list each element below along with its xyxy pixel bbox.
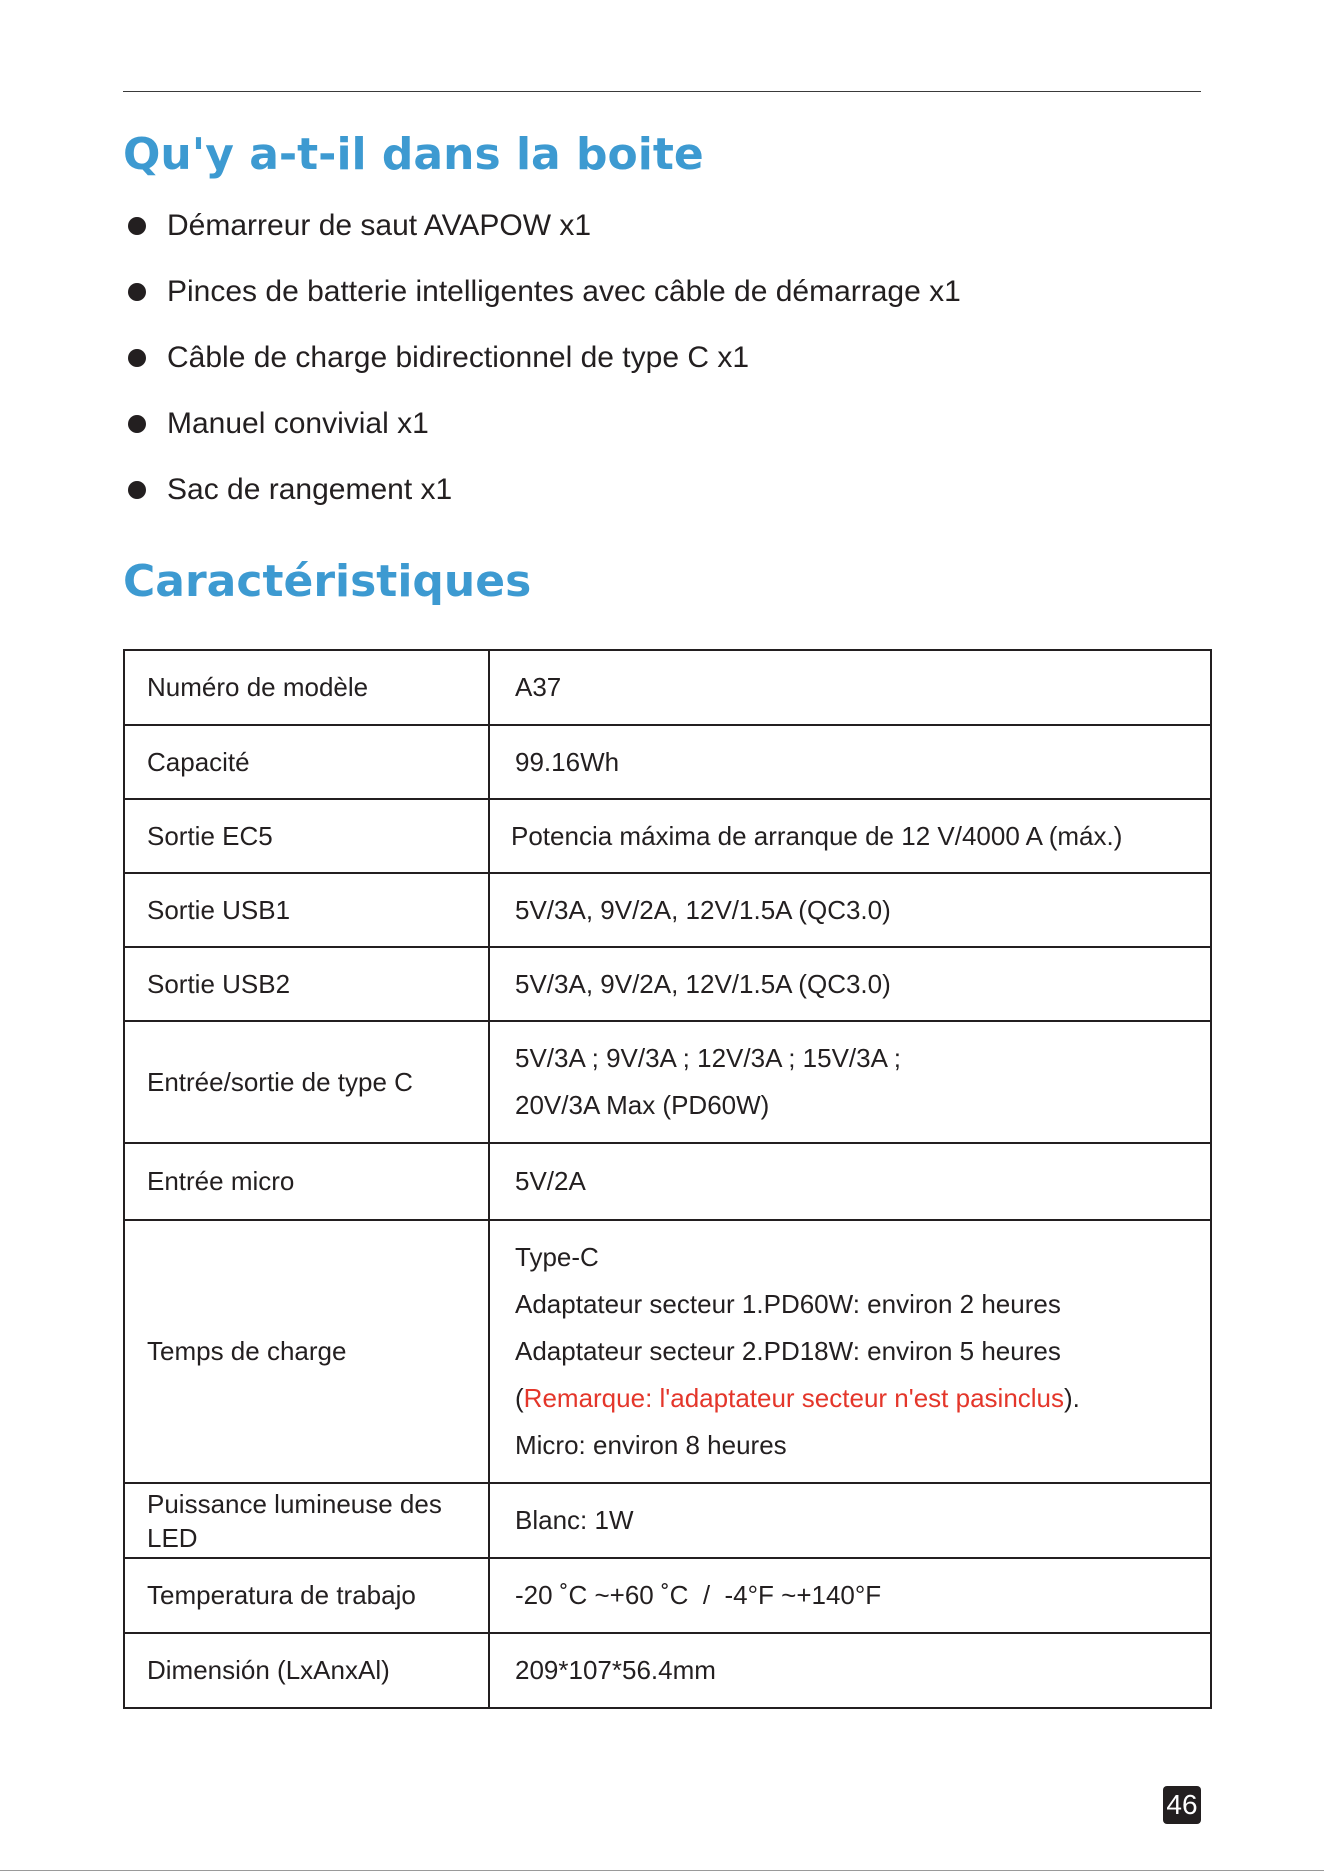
table-row bbox=[124, 873, 1211, 947]
note-close-paren: ). bbox=[1064, 1383, 1080, 1413]
bullet-icon bbox=[128, 415, 146, 433]
spec-value: Potencia máxima de arranque de 12 V/4000 A (máx.) bbox=[489, 799, 1211, 873]
spec-value-line: Adaptateur secteur 1.PD60W: environ 2 heures bbox=[515, 1289, 1061, 1319]
list-item bbox=[128, 268, 961, 334]
box-contents-heading: Qu'y a-t-il dans la boite bbox=[123, 129, 704, 180]
spec-value: A37 bbox=[489, 650, 1211, 725]
spec-value-line: Micro: environ 8 heures bbox=[515, 1430, 787, 1460]
bullet-icon bbox=[128, 283, 146, 301]
adapter-not-included-note: Remarque: l'adaptateur secteur n'est pasinclus bbox=[523, 1383, 1065, 1413]
spec-label: Puissance lumineuse des LED bbox=[124, 1483, 489, 1558]
table-row bbox=[124, 1558, 1211, 1633]
spec-value: Blanc: 1W bbox=[489, 1483, 1211, 1558]
spec-value-line: Type-C bbox=[515, 1242, 599, 1272]
spec-value: 5V/3A, 9V/2A, 12V/1.5A (QC3.0) bbox=[489, 947, 1211, 1021]
table-row bbox=[124, 947, 1211, 1021]
spec-value: 99.16Wh bbox=[489, 725, 1211, 799]
bullet-icon bbox=[128, 481, 146, 499]
bullet-icon bbox=[128, 349, 146, 367]
spec-label: Sortie EC5 bbox=[124, 799, 489, 873]
note-open-paren: ( bbox=[515, 1383, 524, 1413]
table-row bbox=[124, 1483, 1211, 1558]
table-row bbox=[124, 1143, 1211, 1220]
table-row bbox=[124, 650, 1211, 725]
list-item-text: Sac de rangement x1 bbox=[167, 473, 453, 506]
spec-label: Capacité bbox=[124, 725, 489, 799]
spec-label: Entrée/sortie de type C bbox=[124, 1021, 489, 1143]
list-item-text: Démarreur de saut AVAPOW x1 bbox=[167, 209, 592, 242]
list-item-text: Câble de charge bidirectionnel de type C x1 bbox=[167, 341, 750, 374]
spec-label: Numéro de modèle bbox=[124, 650, 489, 725]
list-item bbox=[128, 334, 961, 400]
page-number: 46 bbox=[1163, 1786, 1201, 1824]
bullet-icon bbox=[128, 217, 146, 235]
spec-value-line: 20V/3A Max (PD60W) bbox=[515, 1090, 770, 1120]
spec-label: Dimensión (LxAnxAl) bbox=[124, 1633, 489, 1708]
table-row bbox=[124, 799, 1211, 873]
spec-value: 209*107*56.4mm bbox=[489, 1633, 1211, 1708]
list-item-text: Pinces de batterie intelligentes avec câble de démarrage x1 bbox=[167, 275, 961, 308]
spec-value: -20 ˚C ~+60 ˚C / -4°F ~+140°F bbox=[489, 1558, 1211, 1633]
spec-value: 5V/2A bbox=[489, 1143, 1211, 1220]
spec-value: 5V/3A, 9V/2A, 12V/1.5A (QC3.0) bbox=[489, 873, 1211, 947]
spec-label: Sortie USB2 bbox=[124, 947, 489, 1021]
spec-label: Temperatura de trabajo bbox=[124, 1558, 489, 1633]
list-item bbox=[128, 466, 961, 532]
spec-value-line: Adaptateur secteur 2.PD18W: environ 5 heures bbox=[515, 1336, 1061, 1366]
specifications-table bbox=[123, 649, 1212, 1709]
list-item bbox=[128, 202, 961, 268]
table-row bbox=[124, 1220, 1211, 1483]
list-item bbox=[128, 400, 961, 466]
box-contents-list bbox=[128, 202, 961, 532]
table-row bbox=[124, 1633, 1211, 1708]
table-row bbox=[124, 725, 1211, 799]
bottom-divider bbox=[0, 1870, 1324, 1871]
specifications-heading: Caractéristiques bbox=[123, 556, 532, 607]
spec-label: Sortie USB1 bbox=[124, 873, 489, 947]
spec-value bbox=[489, 1220, 1211, 1483]
spec-value bbox=[489, 1021, 1211, 1143]
spec-value-line: 5V/3A ; 9V/3A ; 12V/3A ; 15V/3A ; bbox=[515, 1043, 901, 1073]
spec-value-note-line bbox=[515, 1375, 1188, 1422]
spec-label: Entrée micro bbox=[124, 1143, 489, 1220]
table-row bbox=[124, 1021, 1211, 1143]
top-divider bbox=[123, 91, 1201, 92]
list-item-text: Manuel convivial x1 bbox=[167, 407, 429, 440]
spec-label: Temps de charge bbox=[124, 1220, 489, 1483]
